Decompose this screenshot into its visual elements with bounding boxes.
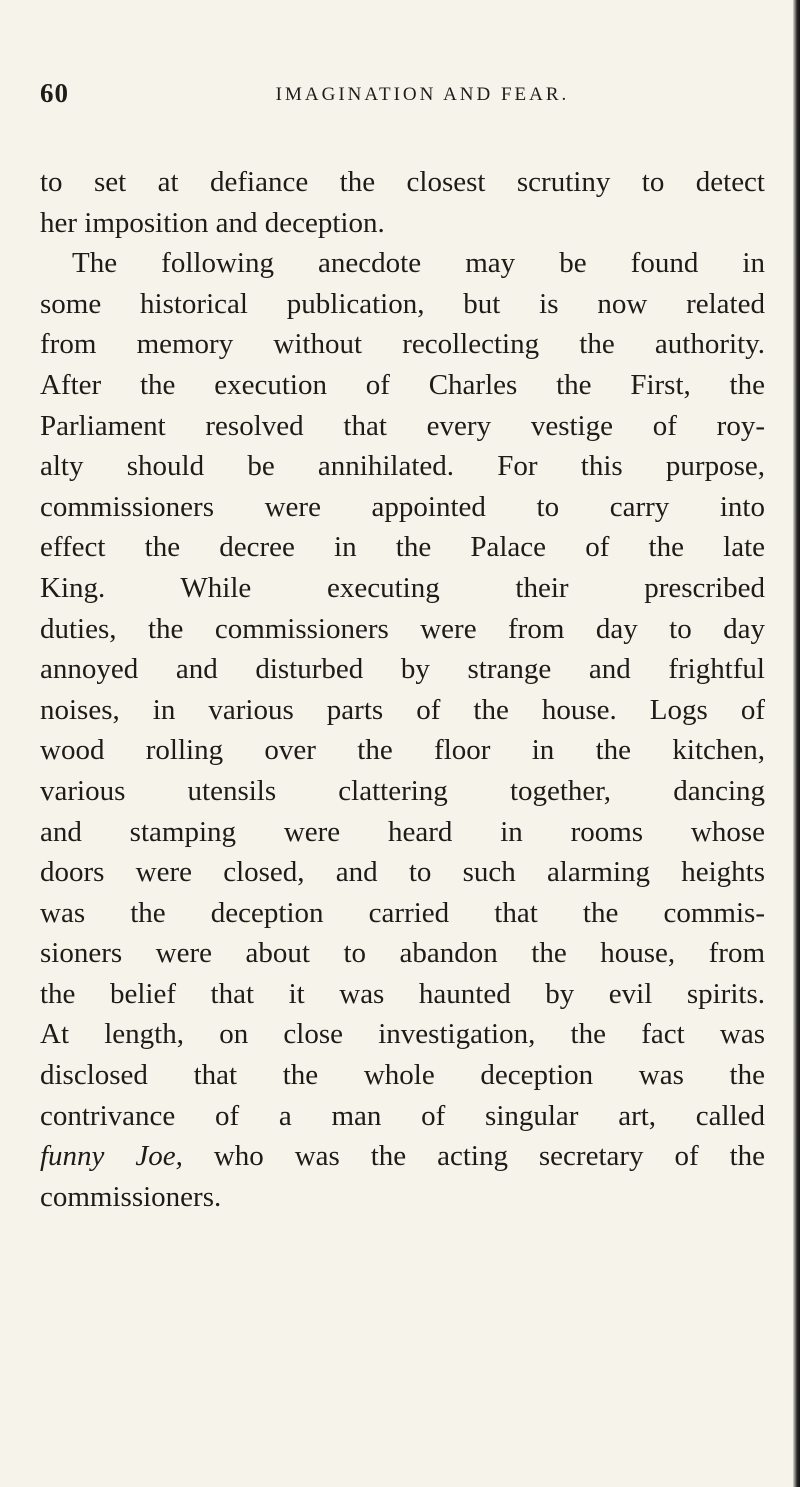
book-page xyxy=(40,78,765,1217)
text-line: was the deception carried that the commis- xyxy=(40,896,765,929)
text-line: doors were closed, and to such alarming heights xyxy=(40,856,765,889)
text-line: contrivance of a man of singular art, called xyxy=(40,1099,765,1132)
body-text xyxy=(40,162,765,1217)
text-line-with-italic xyxy=(40,1136,765,1177)
text-line: various utensils clattering together, dancing xyxy=(40,774,765,807)
text-line: some historical publication, but is now related xyxy=(40,287,765,320)
text-line: At length, on close investigation, the fact was xyxy=(40,1018,765,1051)
text-line: sioners were about to abandon the house, from xyxy=(40,937,765,970)
text-line: noises, in various parts of the house. Logs of xyxy=(40,693,765,726)
text-line: King. While executing their prescribed xyxy=(40,571,765,604)
italic-name: funny Joe, xyxy=(40,1140,183,1173)
text-line: effect the decree in the Palace of the late xyxy=(40,531,765,564)
text-line: the belief that it was haunted by evil spirits. xyxy=(40,977,765,1010)
text-line: commissioners were appointed to carry into xyxy=(40,490,765,523)
running-title: IMAGINATION AND FEAR. xyxy=(275,84,570,105)
text-line: After the execution of Charles the First, the xyxy=(40,368,765,401)
text-line: Parliament resolved that every vestige of roy- xyxy=(40,409,765,442)
text-line: wood rolling over the floor in the kitchen, xyxy=(40,734,765,767)
text-line: duties, the commissioners were from day to day xyxy=(40,612,765,645)
page-edge-shadow xyxy=(793,0,800,1487)
text-line: and stamping were heard in rooms whose xyxy=(40,815,765,848)
text-line: from memory without recollecting the authority. xyxy=(40,328,765,361)
text-line: her imposition and deception. xyxy=(40,206,385,239)
running-head xyxy=(40,78,765,118)
text-line: annoyed and disturbed by strange and frightful xyxy=(40,653,765,686)
text-line: alty should be annihilated. For this purpose, xyxy=(40,450,765,483)
text-line: to set at defiance the closest scrutiny to detect xyxy=(40,166,765,198)
page-number: 60 xyxy=(40,78,69,108)
text-line: commissioners. xyxy=(40,1180,222,1213)
text-line: The following anecdote may be found in xyxy=(72,247,765,280)
text-line: disclosed that the whole deception was the xyxy=(40,1059,765,1092)
text-run: who was the acting secretary of the xyxy=(182,1140,765,1173)
